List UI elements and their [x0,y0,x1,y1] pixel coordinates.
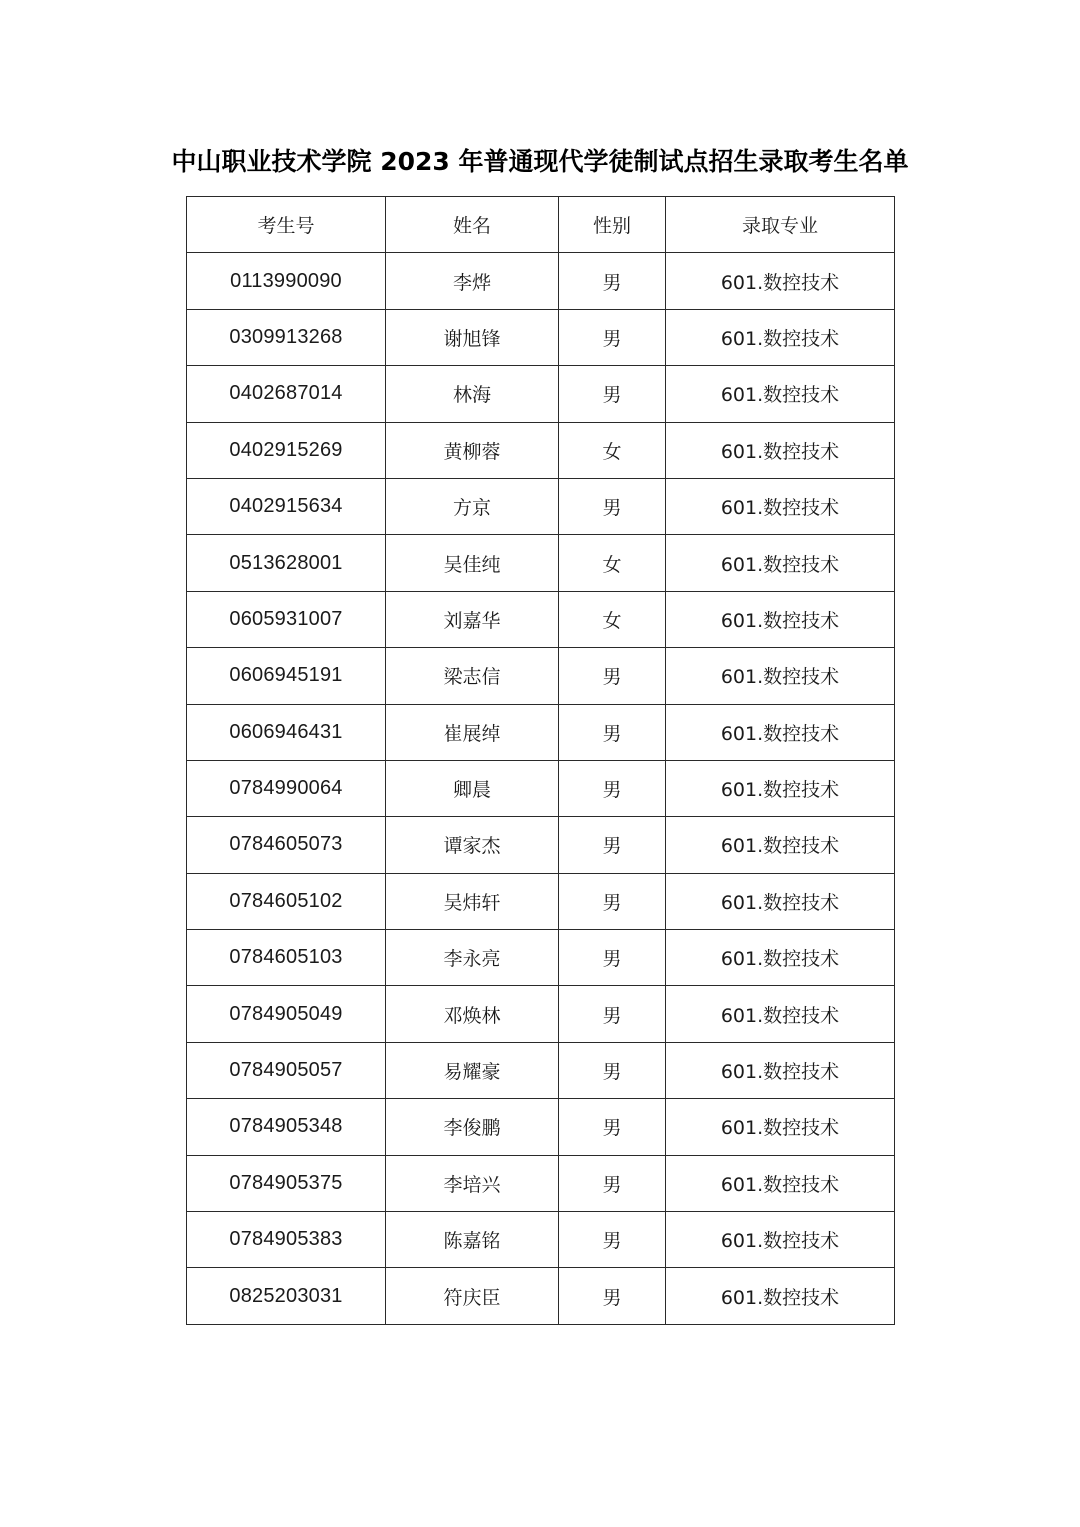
name-cell: 吴佳纯 [386,535,559,591]
gender-cell: 男 [559,1099,666,1155]
exam-id-cell: 0606946431 [187,704,386,760]
exam-id-cell: 0402915269 [187,422,386,478]
exam-id-cell: 0784605073 [187,817,386,873]
gender-cell: 男 [559,253,666,309]
name-cell: 易耀豪 [386,1042,559,1098]
table-row [187,704,895,760]
name-cell: 刘嘉华 [386,591,559,647]
major-cell: 601.数控技术 [666,873,895,929]
name-cell: 方京 [386,478,559,534]
column-header-name: 姓名 [386,197,559,253]
table-row [187,422,895,478]
major-cell: 601.数控技术 [666,1155,895,1211]
table-header [187,197,895,253]
major-cell: 601.数控技术 [666,817,895,873]
table-row [187,253,895,309]
exam-id-cell: 0113990090 [187,253,386,309]
exam-id-cell: 0825203031 [187,1268,386,1324]
table-row [187,1042,895,1098]
gender-cell: 男 [559,873,666,929]
page-title: 中山职业技术学院 2023 年普通现代学徒制试点招生录取考生名单 [171,147,909,176]
gender-cell: 男 [559,1155,666,1211]
gender-cell: 男 [559,1212,666,1268]
table-row [187,478,895,534]
name-cell: 卿晨 [386,760,559,816]
name-cell: 林海 [386,366,559,422]
gender-cell: 男 [559,1268,666,1324]
gender-cell: 女 [559,422,666,478]
major-cell: 601.数控技术 [666,1268,895,1324]
name-cell: 梁志信 [386,648,559,704]
gender-cell: 男 [559,930,666,986]
exam-id-cell: 0402687014 [187,366,386,422]
exam-id-cell: 0784905049 [187,986,386,1042]
major-cell: 601.数控技术 [666,930,895,986]
table-row [187,930,895,986]
major-cell: 601.数控技术 [666,760,895,816]
exam-id-cell: 0402915634 [187,478,386,534]
name-cell: 黄柳蓉 [386,422,559,478]
gender-cell: 男 [559,760,666,816]
name-cell: 李培兴 [386,1155,559,1211]
major-cell: 601.数控技术 [666,253,895,309]
name-cell: 邓焕林 [386,986,559,1042]
gender-cell: 男 [559,309,666,365]
major-cell: 601.数控技术 [666,1212,895,1268]
table-row [187,1212,895,1268]
table-row [187,1268,895,1324]
exam-id-cell: 0784605102 [187,873,386,929]
name-cell: 李俊鹏 [386,1099,559,1155]
exam-id-cell: 0513628001 [187,535,386,591]
gender-cell: 男 [559,986,666,1042]
major-cell: 601.数控技术 [666,591,895,647]
exam-id-cell: 0784605103 [187,930,386,986]
table-row [187,1099,895,1155]
major-cell: 601.数控技术 [666,478,895,534]
gender-cell: 男 [559,1042,666,1098]
major-cell: 601.数控技术 [666,535,895,591]
table-row [187,648,895,704]
major-cell: 601.数控技术 [666,366,895,422]
exam-id-cell: 0309913268 [187,309,386,365]
name-cell: 谢旭锋 [386,309,559,365]
table-row [187,366,895,422]
name-cell: 符庆臣 [386,1268,559,1324]
table-row [187,986,895,1042]
gender-cell: 男 [559,366,666,422]
major-cell: 601.数控技术 [666,1042,895,1098]
name-cell: 吴炜轩 [386,873,559,929]
gender-cell: 男 [559,478,666,534]
table-row [187,817,895,873]
major-cell: 601.数控技术 [666,1099,895,1155]
table-row [187,309,895,365]
gender-cell: 女 [559,535,666,591]
admission-table [186,196,895,1325]
table-row [187,591,895,647]
major-cell: 601.数控技术 [666,704,895,760]
gender-cell: 男 [559,648,666,704]
gender-cell: 男 [559,704,666,760]
exam-id-cell: 0784905348 [187,1099,386,1155]
major-cell: 601.数控技术 [666,986,895,1042]
exam-id-cell: 0784905383 [187,1212,386,1268]
exam-id-cell: 0606945191 [187,648,386,704]
exam-id-cell: 0784990064 [187,760,386,816]
gender-cell: 男 [559,817,666,873]
name-cell: 李永亮 [386,930,559,986]
exam-id-cell: 0784905057 [187,1042,386,1098]
gender-cell: 女 [559,591,666,647]
name-cell: 李烨 [386,253,559,309]
column-header-exam-id: 考生号 [187,197,386,253]
table-row [187,760,895,816]
table-row [187,1155,895,1211]
column-header-gender: 性别 [559,197,666,253]
name-cell: 谭家杰 [386,817,559,873]
table-row [187,873,895,929]
header-row [187,197,895,253]
exam-id-cell: 0605931007 [187,591,386,647]
name-cell: 崔展绰 [386,704,559,760]
major-cell: 601.数控技术 [666,648,895,704]
major-cell: 601.数控技术 [666,309,895,365]
table-row [187,535,895,591]
name-cell: 陈嘉铭 [386,1212,559,1268]
exam-id-cell: 0784905375 [187,1155,386,1211]
column-header-major: 录取专业 [666,197,895,253]
table-body [187,253,895,1324]
major-cell: 601.数控技术 [666,422,895,478]
